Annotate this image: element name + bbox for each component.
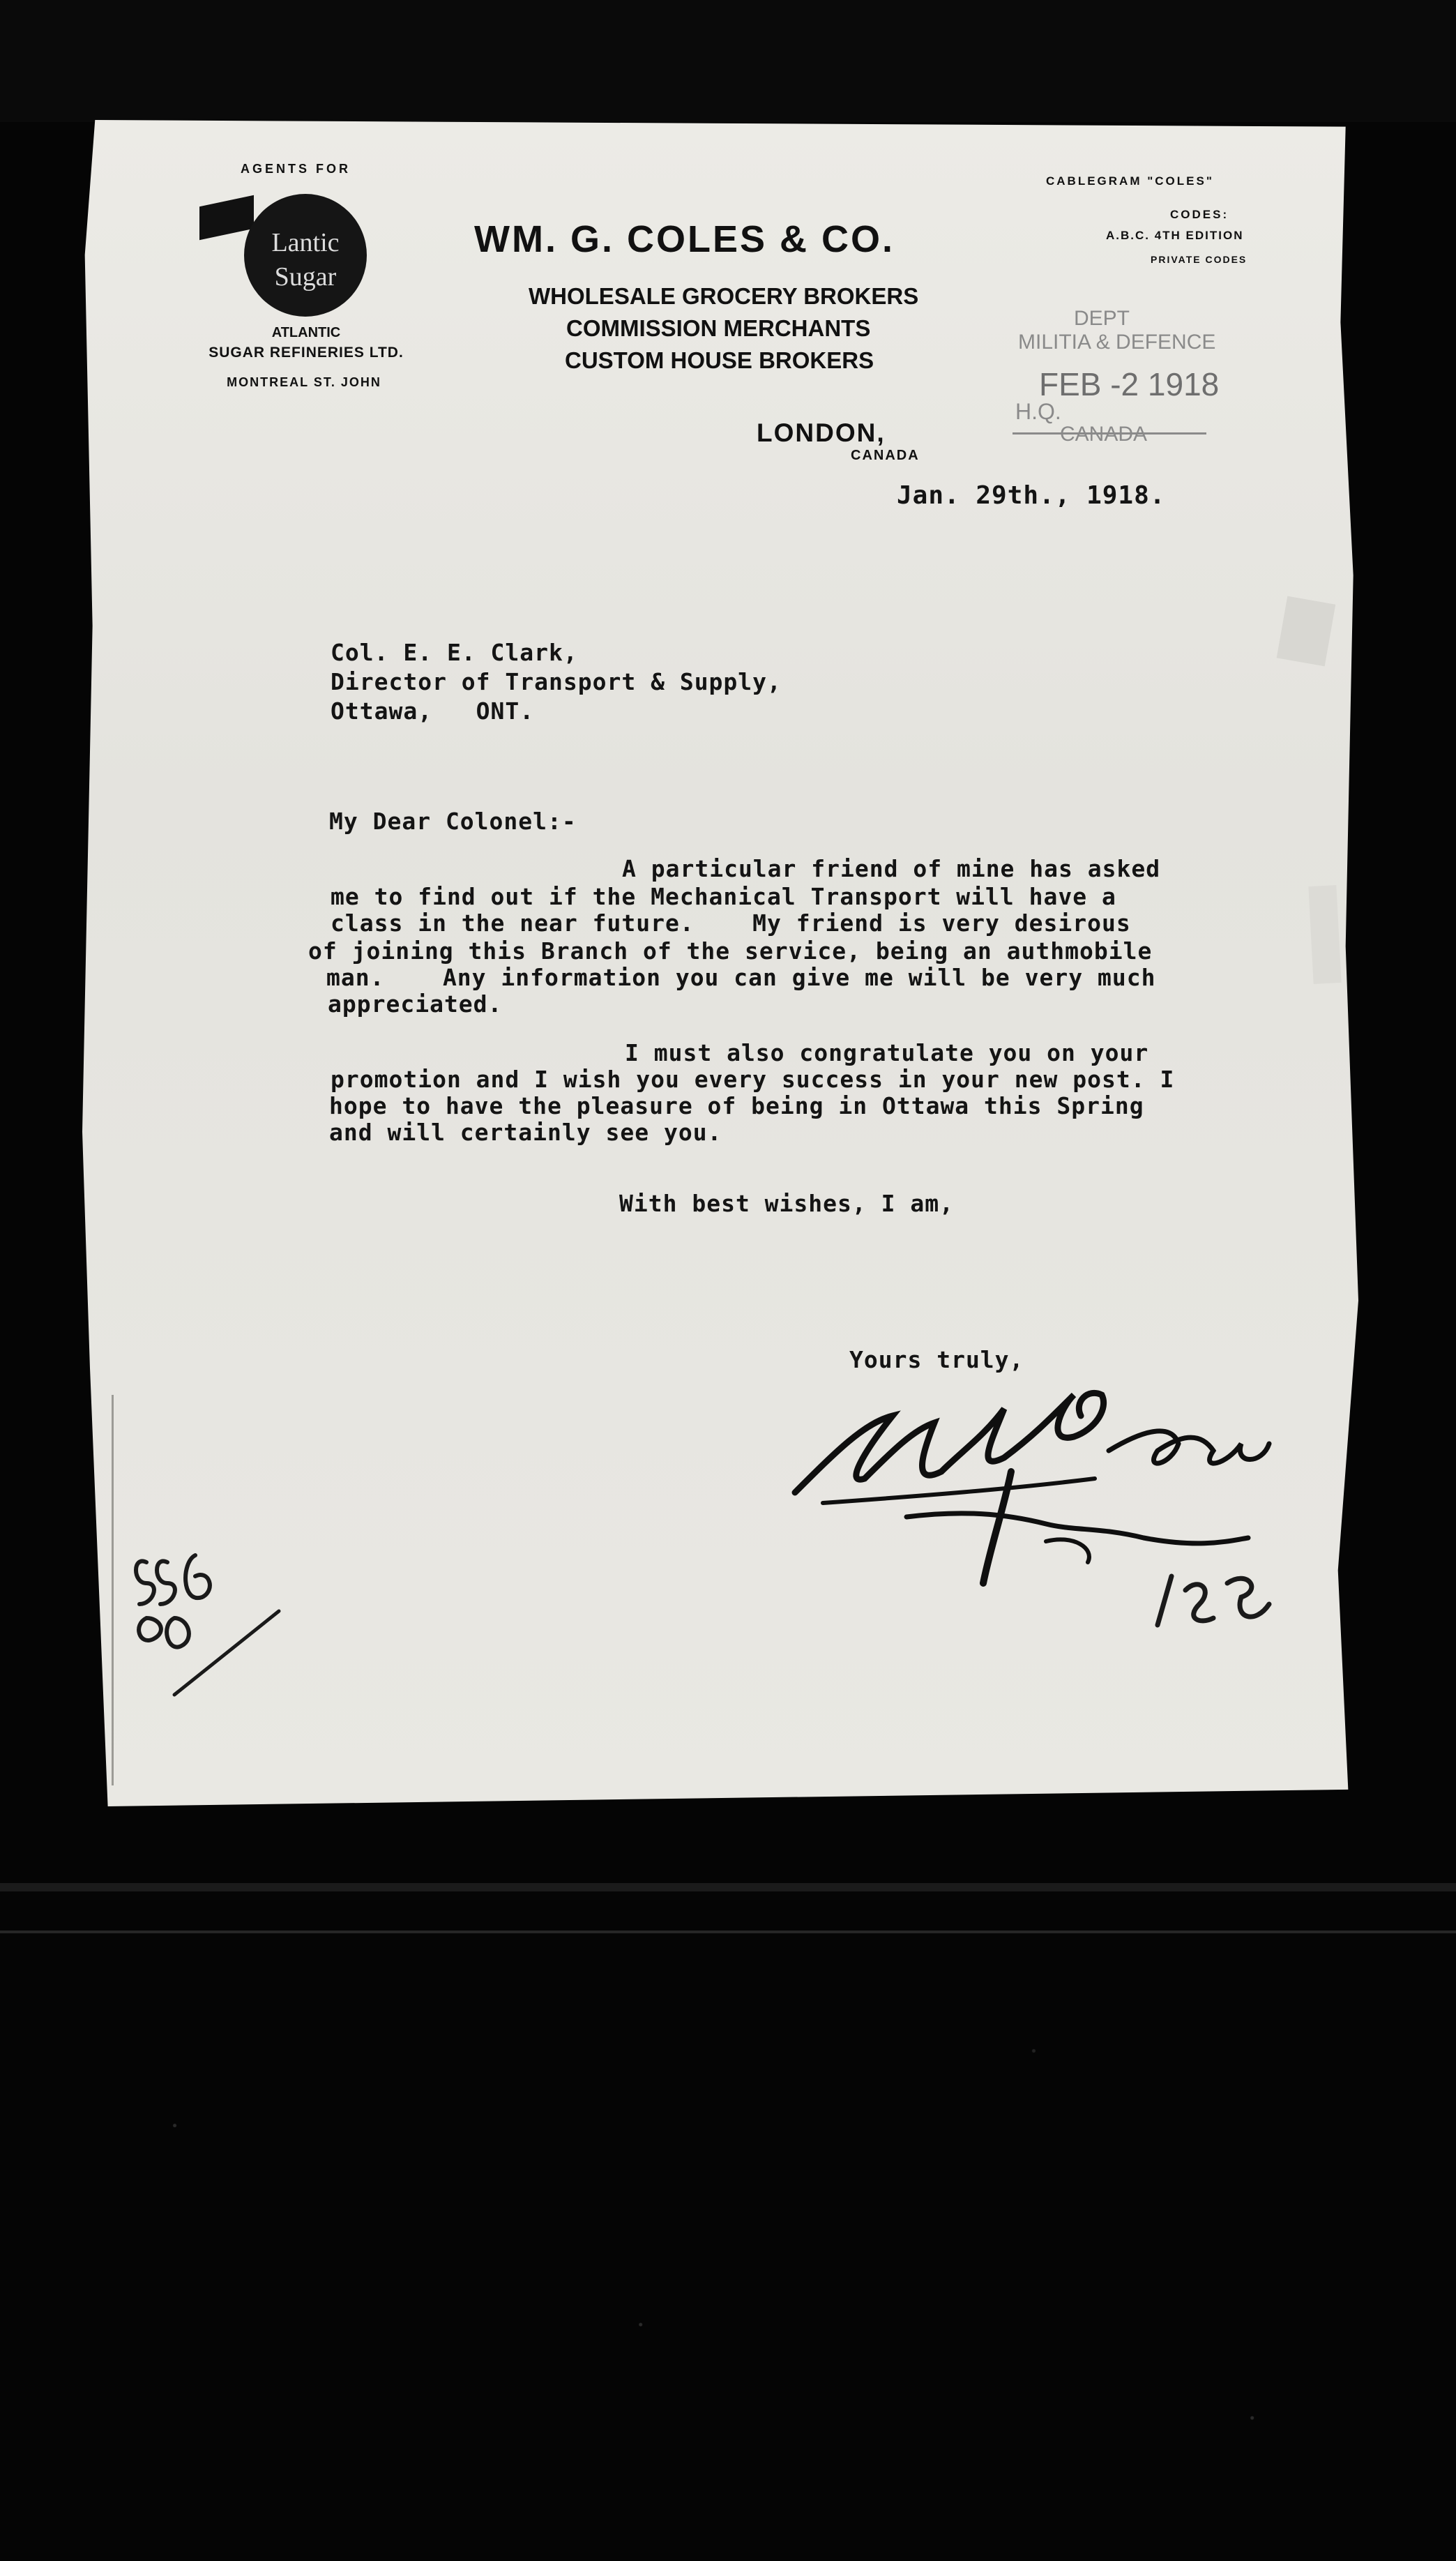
body-line: I must also congratulate you on your <box>625 1039 1149 1066</box>
company-name: WM. G. COLES & CO. <box>474 218 895 260</box>
stamp-line: DEPT <box>1074 307 1130 330</box>
logo-brand-line2: Sugar <box>274 262 337 292</box>
torn-edge <box>1308 885 1341 984</box>
logo-company-line1: ATLANTIC <box>271 325 341 340</box>
body-line: and will certainly see you. <box>329 1119 722 1146</box>
body-line: hope to have the pleasure of being in Ottawa this Spring <box>329 1092 1144 1119</box>
recipient-line: Col. E. E. Clark, <box>331 639 578 666</box>
paper-fold-line <box>112 1395 114 1785</box>
margin-handwritten-mark <box>126 1534 307 1716</box>
stamp-date: FEB -2 1918 <box>1039 366 1220 402</box>
logo-company-line2: SUGAR REFINERIES LTD. <box>208 345 404 361</box>
recipient-line: Ottawa, ONT. <box>331 697 535 725</box>
stamp-line: CANADA <box>1060 423 1148 446</box>
codes-label: CODES: <box>1170 208 1229 221</box>
logo-brand-line1: Lantic <box>271 228 340 257</box>
complimentary-close: Yours truly, <box>849 1346 1024 1373</box>
body-line: man. Any information you can give me will be very much <box>326 964 1156 991</box>
film-dust <box>0 1939 1456 2561</box>
body-line: of joining this Branch of the service, being an authmobile <box>308 937 1153 965</box>
film-divider-thin <box>0 1931 1456 1933</box>
city: LONDON, <box>757 418 886 447</box>
body-line: appreciated. <box>328 990 503 1018</box>
letter-date: Jan. 29th., 1918. <box>897 481 1166 510</box>
body-line: A particular friend of mine has asked <box>622 855 1161 882</box>
stamp-line: MILITIA & DEFENCE <box>1018 331 1216 354</box>
body-line: promotion and I wish you every success in your new post. I <box>331 1066 1175 1093</box>
logo-agents-for: AGENTS FOR <box>241 162 351 176</box>
cablegram: CABLEGRAM "COLES" <box>1046 174 1214 188</box>
handwritten-number <box>1144 1555 1283 1639</box>
business-line: WHOLESALE GROCERY BROKERS <box>529 283 919 309</box>
film-divider <box>0 1883 1456 1891</box>
private-codes: PRIVATE CODES <box>1151 254 1248 265</box>
body-line: class in the near future. My friend is very desirous <box>331 909 1131 937</box>
logo-cities: MONTREAL ST. JOHN <box>227 375 381 389</box>
salutation: My Dear Colonel:- <box>329 808 577 835</box>
business-line: COMMISSION MERCHANTS <box>566 315 871 341</box>
codes-value: A.B.C. 4TH EDITION <box>1106 229 1244 242</box>
business-line: CUSTOM HOUSE BROKERS <box>565 347 874 373</box>
closing-line: With best wishes, I am, <box>619 1190 954 1217</box>
recipient-line: Director of Transport & Supply, <box>331 668 782 695</box>
body-line: me to find out if the Mechanical Transport will have a <box>331 883 1116 910</box>
country: CANADA <box>851 448 920 463</box>
film-border-top <box>0 0 1456 122</box>
stamp-line: H.Q. <box>1015 399 1061 424</box>
